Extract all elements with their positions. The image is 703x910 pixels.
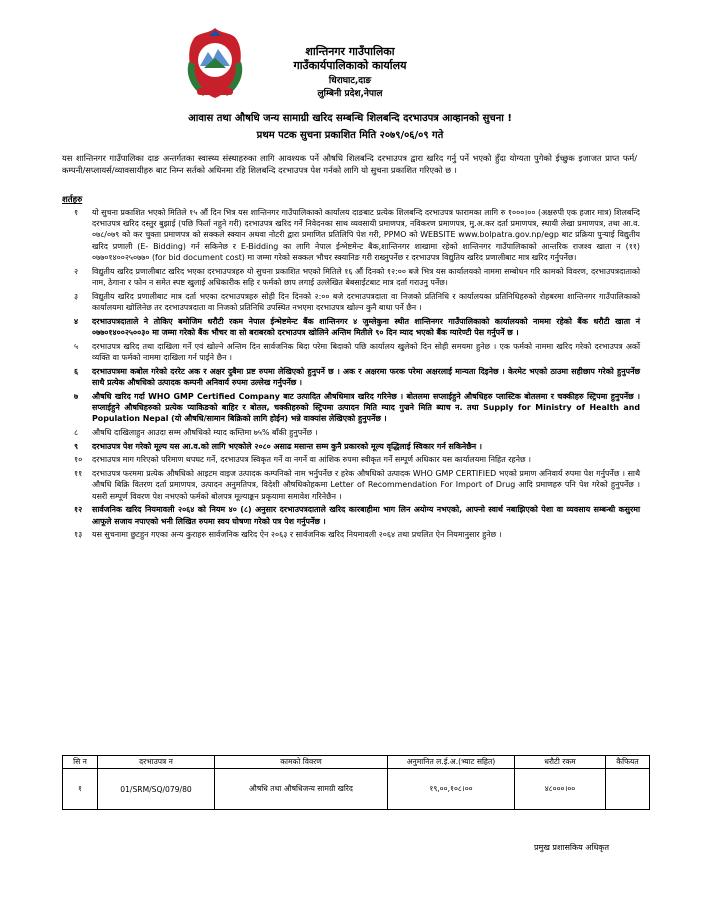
office-name: गाउँकार्यपालिकाको कार्यालय: [293, 59, 407, 72]
condition-item: ११ दरभाउपत्र फरममा प्रत्येक औषधिको आइटम वाइज उत्पादक कम्पनिको नाम भर्नुपर्नेछ र हरेक औषधिको उत्पादक WHO GMP CERTIFIED भएको प्रमाण अनिवार्य रुपमा पेश गर्नुपर्नेछ । साथै औषधि बिक्रि वितरण दर्ता प्रमाणपत्र, उत्पादन अनुमतिपत्र, विदेशी औषधिकोहकमा Letter of Recommendation For Import of Drug आदि प्रमाणहरु पनि पेश गरेको हुनुपर्नेछ । यसरी सम्पूर्ण विवरण पेश नभएको फर्मको बोलपत्र मूल्याङ्कन प्रकृयामा समावेश गरिनेछैन ।: [74, 469, 640, 501]
signature-title: प्रमुख प्रशासकिय अधिकृत: [534, 843, 610, 852]
cell-remarks: [606, 769, 650, 810]
cell-estimated-cost: १९,००,१०८।००: [388, 769, 515, 810]
table-header-row: [63, 756, 650, 769]
cell-deposit: ४८०००।००: [515, 769, 606, 810]
condition-item: १२ सार्वजनिक खरिद नियमावली २०६४ को नियम ४० (८) अनुसार दरभाउपत्रदाताले खरिद कारबाहीमा भाग लिन अयोग्य नभएको, आफ्नो स्वार्थ नबाझिएको पेशा वा व्यवसाय सम्बन्धी कसुरमा आफूले सजाय नपाएको भनी लिखित रुपमा स्वय घोषणा गरेको पत्र पेश गर्नुपर्नेछ ।: [74, 505, 640, 526]
header-deposit: धरौटी रकम: [515, 756, 606, 769]
cell-bid-number: 01/SRM/SQ/079/80: [98, 769, 215, 810]
office-address: धिराघाट,दाङ: [328, 76, 372, 86]
table-row: [63, 769, 650, 810]
cell-description: औषधि तथा औषधिजन्य सामग्री खरिद: [215, 769, 388, 810]
bid-table: [62, 755, 650, 810]
conditions-heading: शर्तहरु: [62, 195, 83, 205]
condition-item: ७ औषधि खरिद गर्दा WHO GMP Certified Company बाट उत्पादित औषधिमात्र खरिद गरिनेछ । बोतलमा सप्लाईहुने औषधिहरु प्लास्टिक बोतलमा र चक्कीहरु स्ट्रिपमा हुनुपर्नेछ । सप्लाईहुने औषधिहरुको प्रत्येक प्याकिङको बाहिर र बोतल, चक्कीहरुको स्ट्रिपमा उत्पादन मिति म्याद गुज्रने मिति ब्याच न. तथा Supply for Ministry of Health and Population Nepal (यो औषधि/सामान बिक्रिको लागि होईन) भन्ने वाक्यांस लेखिएको हुनुपर्नेछ ।: [74, 391, 640, 424]
condition-item: ९ दरभाउपत्र पेश गरेको मूल्य यस आ.व.को लागि भएकोले २०८० असाढ मसान्त सम्म कुनै प्रकारको मूल्य वृद्धिलाई स्विकार गर्न सकिनेछैन ।: [74, 441, 482, 451]
notice-title: आवास तथा औषधि जन्य सामाग्री खरिद सम्बन्धि शिलबन्दि दरभाउपत्र आव्हानको सुचना !: [188, 113, 512, 124]
condition-item: १० दरभाउपत्र माग गरिएको परिमाण थपघट गर्ने, दरभाउपत्र स्विकृत गर्ने वा नगर्ने वा आंशिक रुपमा स्वीकृत गर्ने सम्पूर्ण अधिकार यस कार्यालयमा निहित रहनेछ ।: [74, 455, 532, 465]
condition-item: ६ दरभाउपत्रमा कबोल गरेको दररेट अक र अक्षर दुबैमा प्रष्ट रुपमा लेखिएको हुनुपर्ने छ । अक र अक्षरमा फरक परेमा अक्षरलाई मान्यता दिइनेछ । केरमेट भएको ठाउमा सहीछाप गरेको हुनुपर्नेछ साथै प्रत्येक औषधिको उत्पादक कम्पनी अनिवार्य रुपमा उल्लेख गर्नुपर्नेछ ।: [74, 366, 640, 387]
condition-item: ३ विद्युतीय खरिद प्रणालीबाट मात्र दर्ता भएका दरभाउपत्रहरु सोही दिन दिनको २:०० बजे दरभाउपत्रदाता वा निजको प्रतिनिधि र कार्यालयका प्रतिनिधिहरुको रोहबरमा शान्तिनगर गाउँपालिकाको कार्यालयमा खोलिनेछ तर दरभाउपत्रदाता वा निजको प्रतिनिधि उपस्थित नभएमा दरभाउपत्र खोल्न कुनै बाधा पर्ने छैन ।: [74, 291, 640, 312]
condition-item: ८ औषधि दाखिलाहुन आउदा सम्म औषधिको म्याद कम्तिमा ७५% बाँकी हुनुपर्नेछ ।: [74, 427, 318, 437]
header-bid-number: दरभाउपत्र न: [98, 756, 215, 769]
condition-item: १३ यस सुचनामा छुटहुन गएका अन्य कुराहरु सार्वजनिक खरिद ऐन २०६३ र सार्वजनिक खरिद नियमावली २०६४ तथा प्रचलित ऐन नियमानुसार हुनेछ ।: [74, 530, 502, 540]
condition-item: १ यो सुचना प्रकाशित भएको मितिले १५ औं दिन भित्र यस शान्तिनगर गाउँपालिकाको कार्यालय दाङबाट प्रत्येक शिलबन्दि दरभाउपत्र फारामका लागि रु १०००।०० (अक्षरुपी एक हजार मात्र) शिलबन्दि दरभाउपत्र खरिद दस्तुर बुझाई (पछि फिर्ता नहुने गरी) दरभाउपत्र खरिद गर्ने निवेदनका साथ व्यवसायी प्रमाणपत्र, नविकरण प्रमाणपत्र, मु.अ.कर दर्ता प्रमाणपत्र, स्थायी लेखा प्रमाणपत्र, तथा आ.व. ०७८/०७९ को कर चुक्ता प्रमाणपत्र को सक्कले स्क्यान अथवा नोटरी द्वारा प्रमाणित प्रतिलिपि पेश गरी, PPMO को WEBSITE www.bolpatra.gov.np/egp बाट प्रक्रिया पुर्‍याई विद्युतीय खरिद प्रणाली (E- Bidding) गर्न सकिनेछ र E-Bidding का लागि नेपाल ईन्भेष्टमेन्ट बैक,शान्तिनगर शाखामा रहेको शान्तिनगर गाउँपालिकाको आन्तरिक राजश्व खाता न (११) ०७७०१४००२५०७७० (for bid document cost) मा जम्मा गरेको सक्कल भौचर स्क्यानिङ गरी राख्नुपर्नेछ र दरभाउपत्र विद्युतिय खरिद प्रणालीबाट मात्र खरिद गर्नुपर्नेछ।: [74, 208, 640, 262]
condition-item: ५ दरभाउपत्र खरिद तथा दाखिला गर्ने एवं खोल्ने अन्तिम दिन सार्वजनिक बिदा परेमा बिदाको पछि कार्यालय खुलेको दिन सोही समयमा हुनेछ । एक फर्मको नाममा खरिद गरेको दरभाउपत्र अर्को व्यक्ति वा फर्मको नाममा दाखिला गर्न पाईने छैन ।: [74, 341, 640, 362]
header-serial: सि न: [63, 756, 98, 769]
publication-date: प्रथम पटक सुचना प्रकाशित मिति २०७९/०६/०९ गते: [256, 130, 444, 141]
cell-serial: १: [63, 769, 98, 810]
condition-item: ४ दरभाउपत्रदाताले ने तोकिए बमोजिम धरौटी रकम नेपाल ईन्भेष्टमेन्ट बैंक शान्तिनगर ४ जुम्लेकुना स्थीत शान्तिनगर गाउँपालिकाको कार्यालयको नाममा रहेको बैंक धरौटी खाता नं ०७७०१४००२५००३० मा जम्मा गरेको बैंक भौचर वा सो बराबरको दरभाउपत्र खोलिने अन्तिम मितीले ९० दिन म्याद भएको बैंक ग्यारेण्टी पेस गर्नुपर्ने छ ।: [74, 316, 640, 337]
header-remarks: कैफियत: [606, 756, 650, 769]
municipality-name: शान्तिनगर गाउँपालिका: [305, 45, 395, 58]
conditions-list: [62, 207, 640, 543]
header-description: कामको विवरण: [215, 756, 388, 769]
condition-item: २ विद्युतीय खरिद प्रणालीबाट खरिद भएका दरभाउपत्रहरु यो सुचना प्रकाशित भएको मितिले १६ औं दिनको १२:०० बजे भित्र यस कार्यालयको नाममा सम्बोधन गरि कामको विवरण, दरभाउपत्रदाताको नाम, ठेगाना र फोन न समेत स्पष्ट खुलाई अधिकारीक सहि र फर्मको छाप लगाई उल्लेखित बेबसाईटबाट मात्र दर्ता गराउनु पर्नेछ।: [74, 266, 640, 287]
intro-paragraph: यस शान्तिनगर गाउँपालिका दाङ अन्तर्गतका स्वास्थ्य संस्थाहरुका लागि आवश्यक पर्ने औषधि शिलबन्दि दरभाउपत्र द्वारा खरिद गर्नु पर्ने भएको हुँदा योग्यता पुगेको ईच्छुक इजाजत प्राप्त फर्म/कम्पनी/सप्लायर्स/व्यावसायीहरु बाट निम्न सर्तको अधिनमा रहि शिलबन्दि दरभाउपत्र पेश गर्नको लागि यो सुचना प्रकाशित गरिएको छ ।: [62, 153, 637, 175]
header-estimated-cost: अनुमानित ल.ई.अ.(भ्याट सहित): [388, 756, 515, 769]
province-name: लुम्बिनी प्रदेश,नेपाल: [317, 89, 383, 99]
